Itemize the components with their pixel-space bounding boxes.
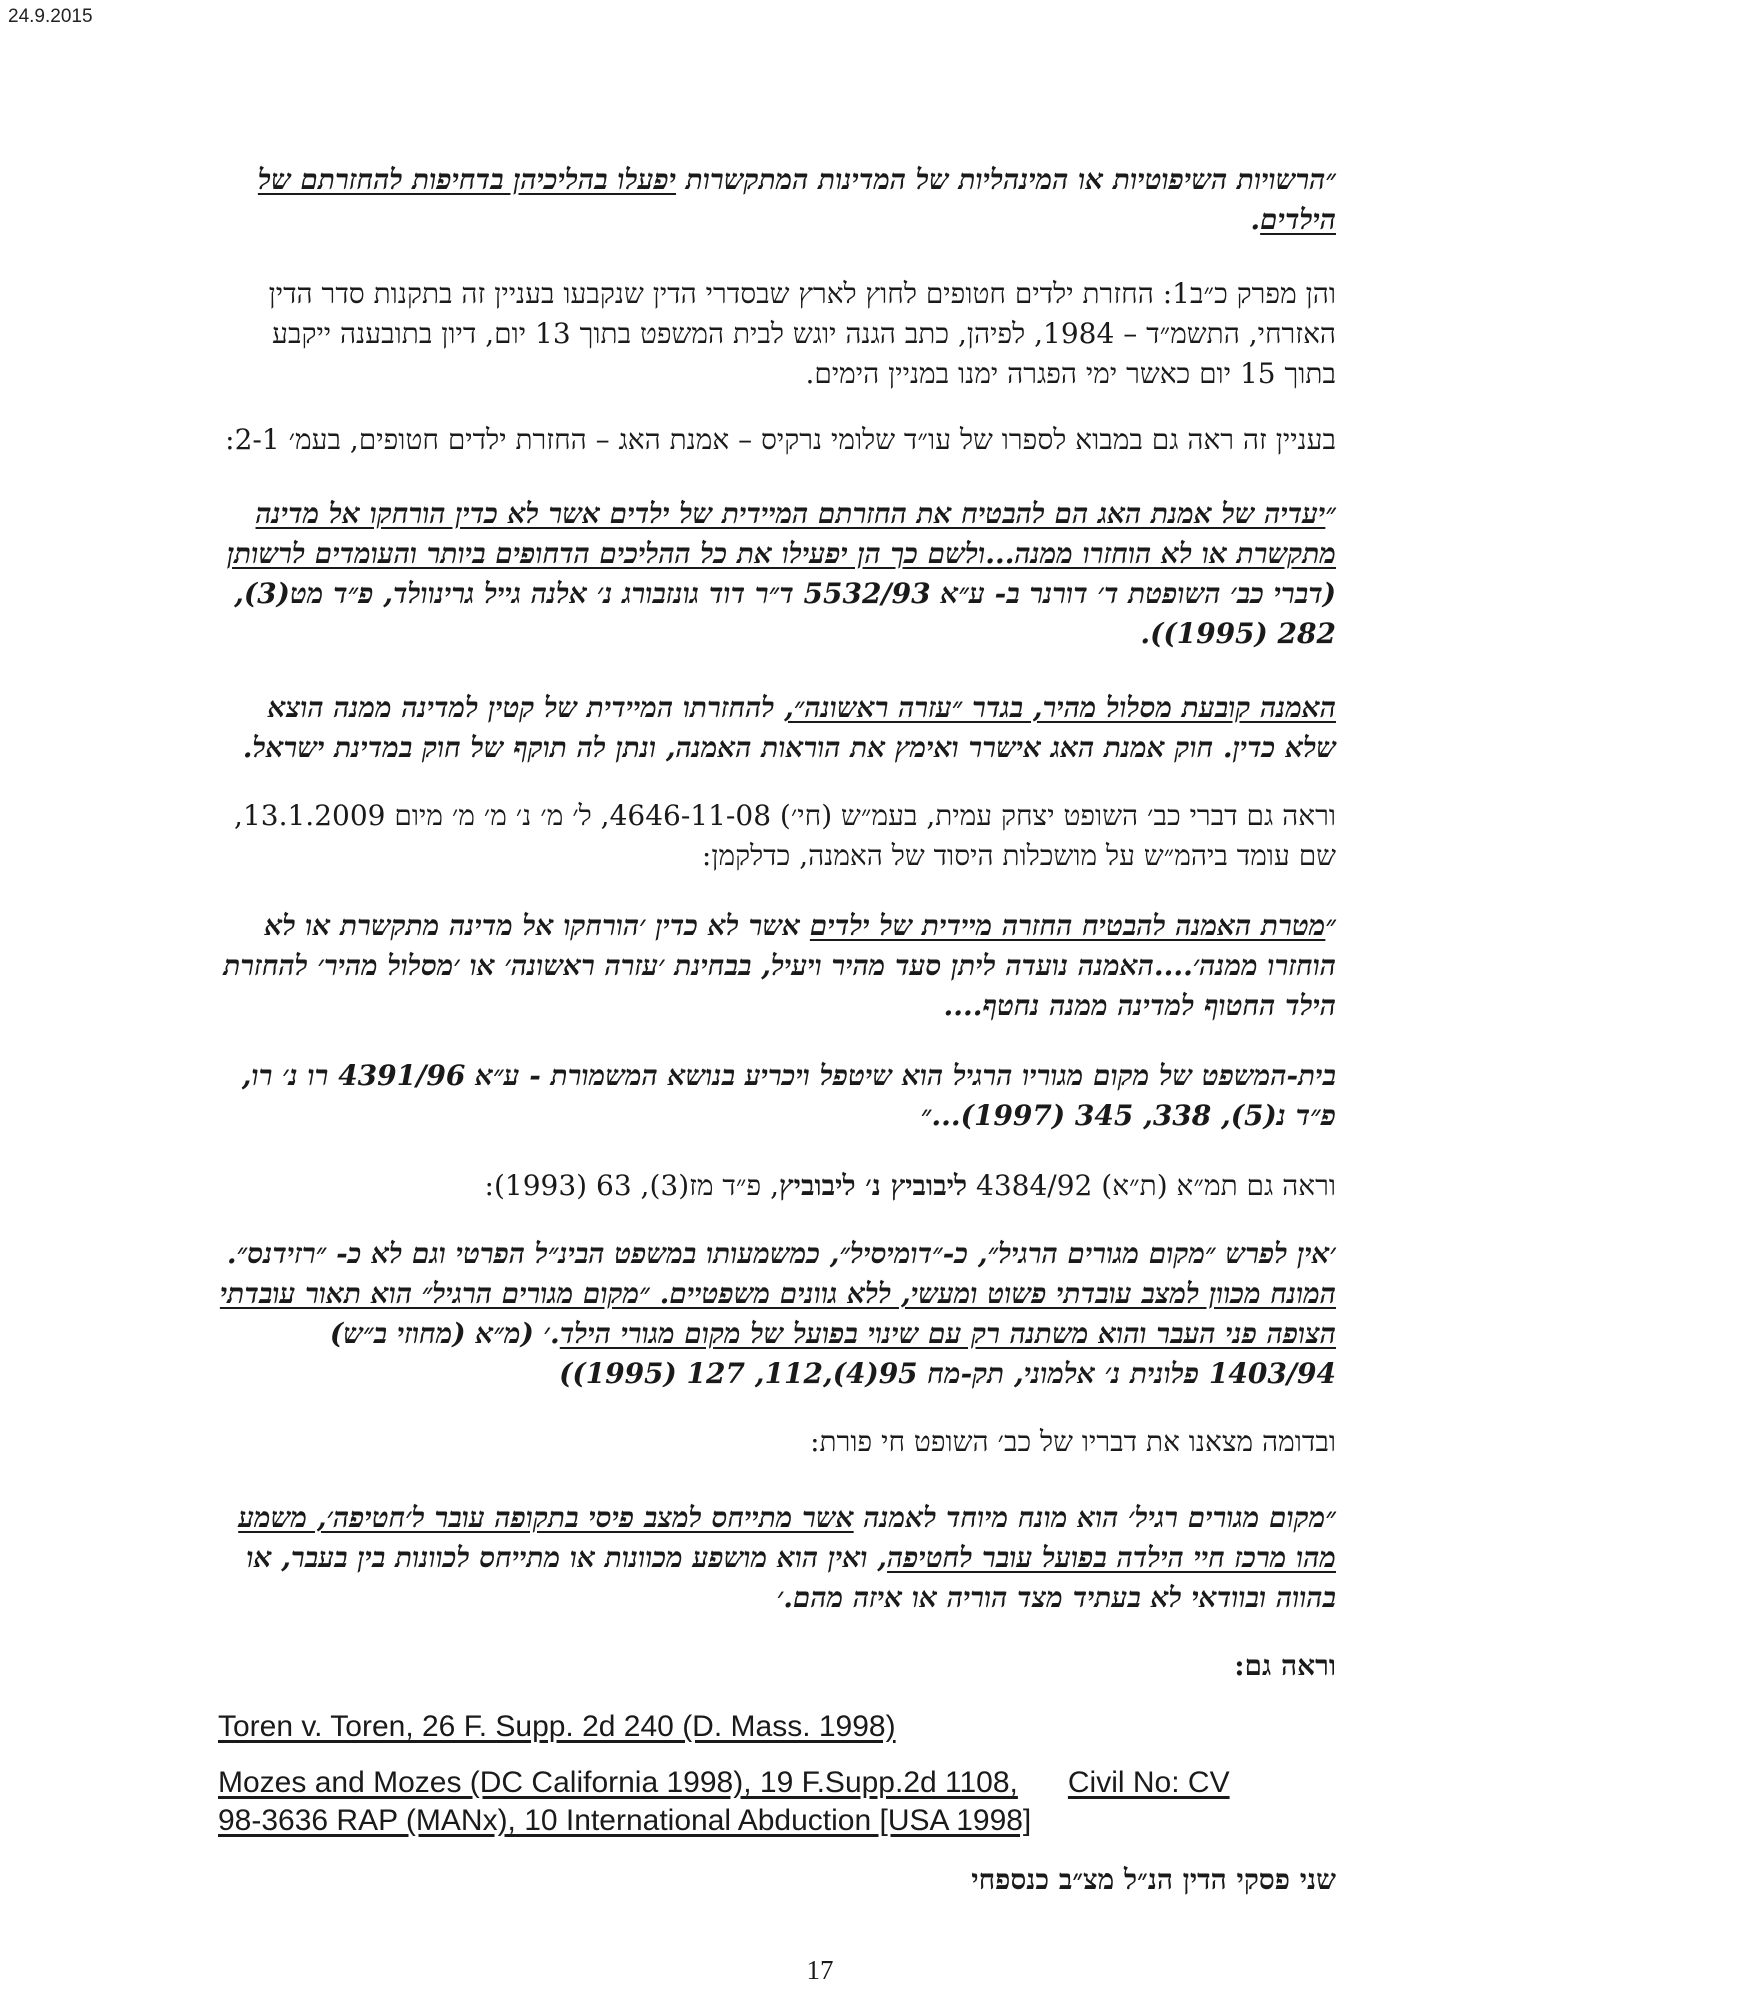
quote-paragraph-7 [218, 906, 1336, 1026]
quote-text: ״מקום מגורים רגיל׳ הוא מונח מיוחד לאמנה [853, 1501, 1336, 1534]
quote-text: .׳ (מ״א (מחוזי ב״ש) 1403/94 פלונית נ׳ אלמוני, תק-מח 95(4),112, 127 (1995)) [329, 1317, 1336, 1390]
body-paragraph-9 [218, 1166, 1336, 1206]
quote-text: להחזרתו המיידית של קטין למדינה ממנה הוצא שלא כדין. חוק אמנת האג אישרר ואימץ את הוראות האמנה, ונתן לה תוקף של חוק במדינת ישראל. [242, 691, 1336, 764]
case-name: ליבוביץ נ׳ ליבוביץ [779, 1169, 968, 1202]
quote-paragraph-10 [218, 1234, 1336, 1394]
quote-text: אשר לא כדין ׳הורחקו אל מדינה מתקשרת או לא הוחזרו ממנה׳....האמנה נועדה ליתן סעד מהיר ויעיל, בבחינת ׳עזרה ראשונה׳ או ׳מסלול מהיר׳ להחזרת הילד החטוף למדינה ממנה נחטף.... [223, 909, 1336, 1022]
underlined-text: האמנה קובעת מסלול מהיר, בגדר ״עזרה ראשונה״, [784, 691, 1336, 724]
citation-text: 98-3636 RAP (MANx), 10 International Abduction [USA 1998] [218, 1804, 1032, 1837]
case-citation-mozes [218, 1764, 1336, 1840]
underlined-text: אשר מתייחס למצב פיסי בתקופה עובר ל׳חטיפה׳, משמע מהו מרכז חיי הילדה בפועל עובר לחטיפה [238, 1501, 1336, 1574]
body-paragraph-2: והן מפרק כ״ב1: החזרת ילדים חטופים לחוץ לארץ שבסדרי הדין שנקבעו בעניין זה בתקנות סדר הדין האזרחי, התשמ״ד – 1984, לפיהן, כתב הגנה יוגש לבית המשפט בתוך 13 יום, דיון בתובענה ייקבע בתוך 15 יום כאשר ימי הפגרה ימנו במניין הימים. [268, 277, 1336, 390]
quote-text: ׳אין לפרש ״מקום מגורים הרגיל״, כ-״דומיסיל״, כמשמעותו במשפט הבינ״ל הפרטי וגם לא כ- ״רזידנס״. [226, 1237, 1336, 1270]
citation-text: Mozes and Mozes (DC California 1998), 19 F.Supp.2d 1108, [218, 1766, 1018, 1799]
quote-text: ״הרשויות השיפוטיות או המינהליות של המדינות המתקשרות [676, 163, 1336, 196]
quote-text: . [1250, 203, 1261, 236]
underlined-text: המונח מכוון למצב עובדתי פשוט ומעשי, ללא גוונים משפטיים. ״מקום מגורים הרגיל״ הוא תאור עובדתי הצופה פני העבר והוא משתנה רק עם שינוי בפועל של מקום מגורי הילד [219, 1277, 1336, 1350]
quote-text: ״ [1325, 497, 1336, 530]
citation-text: Civil No: CV [1067, 1766, 1230, 1799]
underlined-text: יעדיה של אמנת האג הם להבטיח את החזרתם המיידית של ילדים אשר לא כדין הורחקו אל מדינה מתקשרת או לא הוחזרו ממנה...ולשם כך הן יפעילו את כל ההליכים הדחופים ביותר והעומדים לרשותן [227, 497, 1336, 570]
underlined-text: יפעלו בהליכיהן בדחיפות להחזרתם של הילדים [257, 163, 1336, 236]
document-date: 24.9.2015 [8, 6, 93, 27]
quote-text: ״ [1325, 909, 1336, 942]
body-paragraph-3: בעניין זה ראה גם במבוא לספרו של עו״ד שלומי נרקיס – אמנת האג – החזרת ילדים חטופים, בעמ׳ 2-1: [225, 423, 1336, 456]
quote-text: (דברי כב׳ השופטת ד׳ דורנר ב- ע״א 5532/93 ד״ר דוד גונזבורג נ׳ אלנה גייל גרינוולד, פ״ד מט(3), 282 (1995)). [234, 577, 1336, 650]
body-paragraph-11: ובדומה מצאנו את דבריו של כב׳ השופט חי פורת: [810, 1425, 1336, 1458]
quote-paragraph-4 [218, 494, 1336, 654]
see-also-heading: וראה גם: [1234, 1649, 1336, 1682]
quote-paragraph-8: בית-המשפט של מקום מגוריו הרגיל הוא שיטפל ויכריע בנושא המשמורת - ע״א 4391/96 רו נ׳ רו, פ״ד נ(5), 338, 345 (1997)...״ [241, 1059, 1336, 1132]
case-citation-toren: Toren v. Toren, 26 F. Supp. 2d 240 (D. Mass. 1998) [218, 1710, 896, 1743]
page-number: 17 [806, 1955, 834, 1985]
body-text: , פ״ד מז(3), 63 (1993): [484, 1169, 780, 1202]
page-body [218, 160, 1336, 1900]
quote-paragraph-1 [218, 160, 1336, 240]
body-text: וראה גם תמ״א (ת״א) 4384/92 [967, 1169, 1336, 1202]
quote-text: , ואין הוא מושפע מכוונות או מתייחס לכוונות בין בעבר, או בהווה ובוודאי לא בעתיד מצד הוריה או איזה מהם.׳ [246, 1541, 1336, 1614]
underlined-text: מטרת האמנה להבטיח החזרה מיידית של ילדים [809, 909, 1326, 942]
body-paragraph-6: וראה גם דברי כב׳ השופט יצחק עמית, בעמ״ש (חי׳) 4646-11-08, ל׳ מ׳ נ׳ מ׳ מ׳ מיום 13.1.2009, שם עומד ביהמ״ש על מושכלות היסוד של האמנה, כדלקמן: [234, 799, 1336, 872]
appendix-note: שני פסקי הדין הנ״ל מצ״ב כנספחי [971, 1863, 1336, 1896]
quote-paragraph-5 [218, 688, 1336, 768]
quote-paragraph-12 [218, 1498, 1336, 1618]
